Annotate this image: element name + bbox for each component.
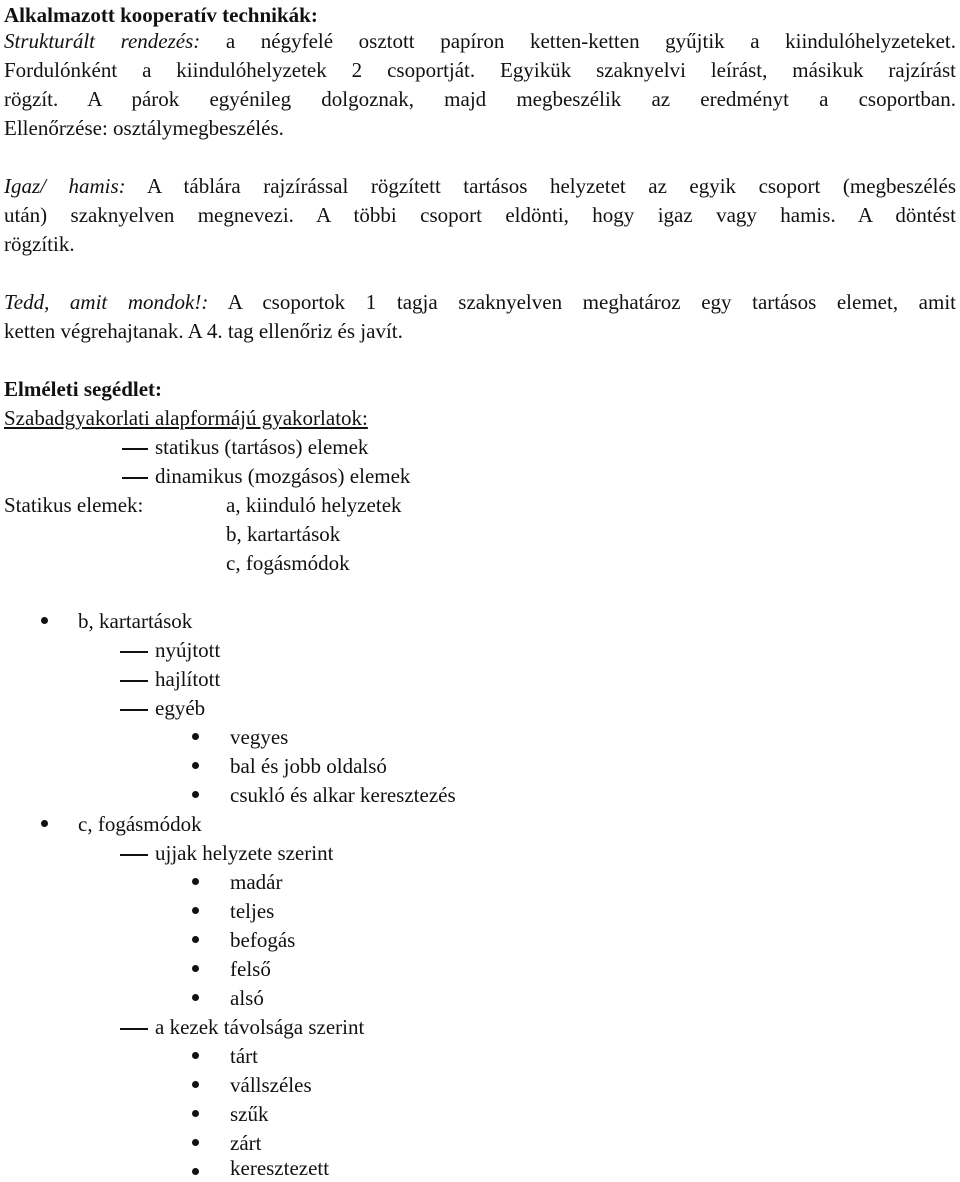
bullet-icon xyxy=(192,1139,199,1146)
static-item: a, kiinduló helyzetek xyxy=(226,493,402,517)
label-structured: Strukturált rendezés: xyxy=(4,29,201,53)
bullet-icon xyxy=(192,1110,199,1117)
outline-title-c: c, fogásmódok xyxy=(78,812,202,836)
dash-marker xyxy=(122,477,148,479)
outline-subitem: zárt xyxy=(230,1131,262,1155)
bullet-icon xyxy=(192,1052,199,1059)
static-elements-label: Statikus elemek: xyxy=(4,493,144,517)
paragraph-truefalse-line-2: után) szaknyelven megnevezi. A többi csoport eldönti, hogy igaz vagy hamis. A döntést xyxy=(4,203,956,227)
bullet-icon xyxy=(192,936,199,943)
type-item: statikus (tartásos) elemek xyxy=(155,435,369,459)
dash-marker xyxy=(120,651,148,653)
outline-item: egyéb xyxy=(155,696,206,720)
paragraph-structured-line-3: rögzít. A párok egyénileg dolgoznak, majd megbeszélik az eredményt a csoportban. xyxy=(4,87,956,111)
bullet-icon xyxy=(192,994,199,1001)
outline-group: ujjak helyzete szerint xyxy=(155,841,334,865)
outline-subitem: keresztezett xyxy=(230,1156,330,1180)
dash-marker xyxy=(122,448,148,450)
bullet-icon xyxy=(192,1081,199,1088)
dash-marker xyxy=(120,854,148,856)
bullet-icon xyxy=(192,762,199,769)
paragraph-structured-line-1: Strukturált rendezés: a négyfelé osztott papíron ketten-ketten gyűjtik a kiindulóhelyzeteket. xyxy=(4,29,957,53)
outline-subitem: madár xyxy=(230,870,283,894)
bullet-icon xyxy=(192,733,199,740)
dash-marker xyxy=(120,1028,148,1030)
bullet-icon xyxy=(192,1168,199,1175)
paragraph-structured-line-4: Ellenőrzése: osztálymegbeszélés. xyxy=(4,116,284,140)
heading-theory: Elméleti segédlet: xyxy=(4,377,163,401)
bullet-icon xyxy=(192,965,199,972)
label-dowhatisay: Tedd, amit mondok!: xyxy=(4,290,209,314)
paragraph-structured-line-2: Fordulónként a kiindulóhelyzetek 2 csoportját. Egyikük szaknyelvi leírást, másikuk rajzírást xyxy=(4,58,956,82)
outline-subitem: tárt xyxy=(230,1044,258,1068)
outline-subitem: szűk xyxy=(230,1102,269,1126)
bullet-icon xyxy=(41,820,48,827)
outline-group: a kezek távolsága szerint xyxy=(155,1015,365,1039)
paragraph-dowhatisay-line-2: ketten végrehajtanak. A 4. tag ellenőriz és javít. xyxy=(4,319,403,343)
outline-subitem: csukló és alkar keresztezés xyxy=(230,783,456,807)
paragraph-dowhatisay-line-1: Tedd, amit mondok!: A csoportok 1 tagja szaknyelven meghatároz egy tartásos elemet, amit xyxy=(4,290,956,314)
bullet-icon xyxy=(192,878,199,885)
outline-title-b: b, kartartások xyxy=(78,609,193,633)
bullet-icon xyxy=(192,907,199,914)
outline-subitem: bal és jobb oldalsó xyxy=(230,754,387,778)
outline-subitem: vállszéles xyxy=(230,1073,312,1097)
static-item: c, fogásmódok xyxy=(226,551,350,575)
paragraph-truefalse-line-3: rögzítik. xyxy=(4,232,75,256)
dash-marker xyxy=(120,680,148,682)
subheading-exercises: Szabadgyakorlati alapformájú gyakorlatok: xyxy=(4,406,368,430)
outline-subitem: teljes xyxy=(230,899,275,923)
bullet-icon xyxy=(192,791,199,798)
outline-item: nyújtott xyxy=(155,638,221,662)
paragraph-truefalse-line-1: Igaz/ hamis: A táblára rajzírással rögzített tartásos helyzetet az egyik csoport (megbeszélés xyxy=(4,174,957,198)
label-truefalse: Igaz/ hamis: xyxy=(4,174,126,198)
outline-subitem: felső xyxy=(230,957,271,981)
outline-subitem: alsó xyxy=(230,986,264,1010)
type-item: dinamikus (mozgásos) elemek xyxy=(155,464,411,488)
bullet-icon xyxy=(41,617,48,624)
outline-subitem: befogás xyxy=(230,928,296,952)
outline-item: hajlított xyxy=(155,667,221,691)
outline-subitem: vegyes xyxy=(230,725,289,749)
dash-marker xyxy=(120,709,148,711)
heading-techniques: Alkalmazott kooperatív technikák: xyxy=(4,3,318,27)
static-item: b, kartartások xyxy=(226,522,341,546)
